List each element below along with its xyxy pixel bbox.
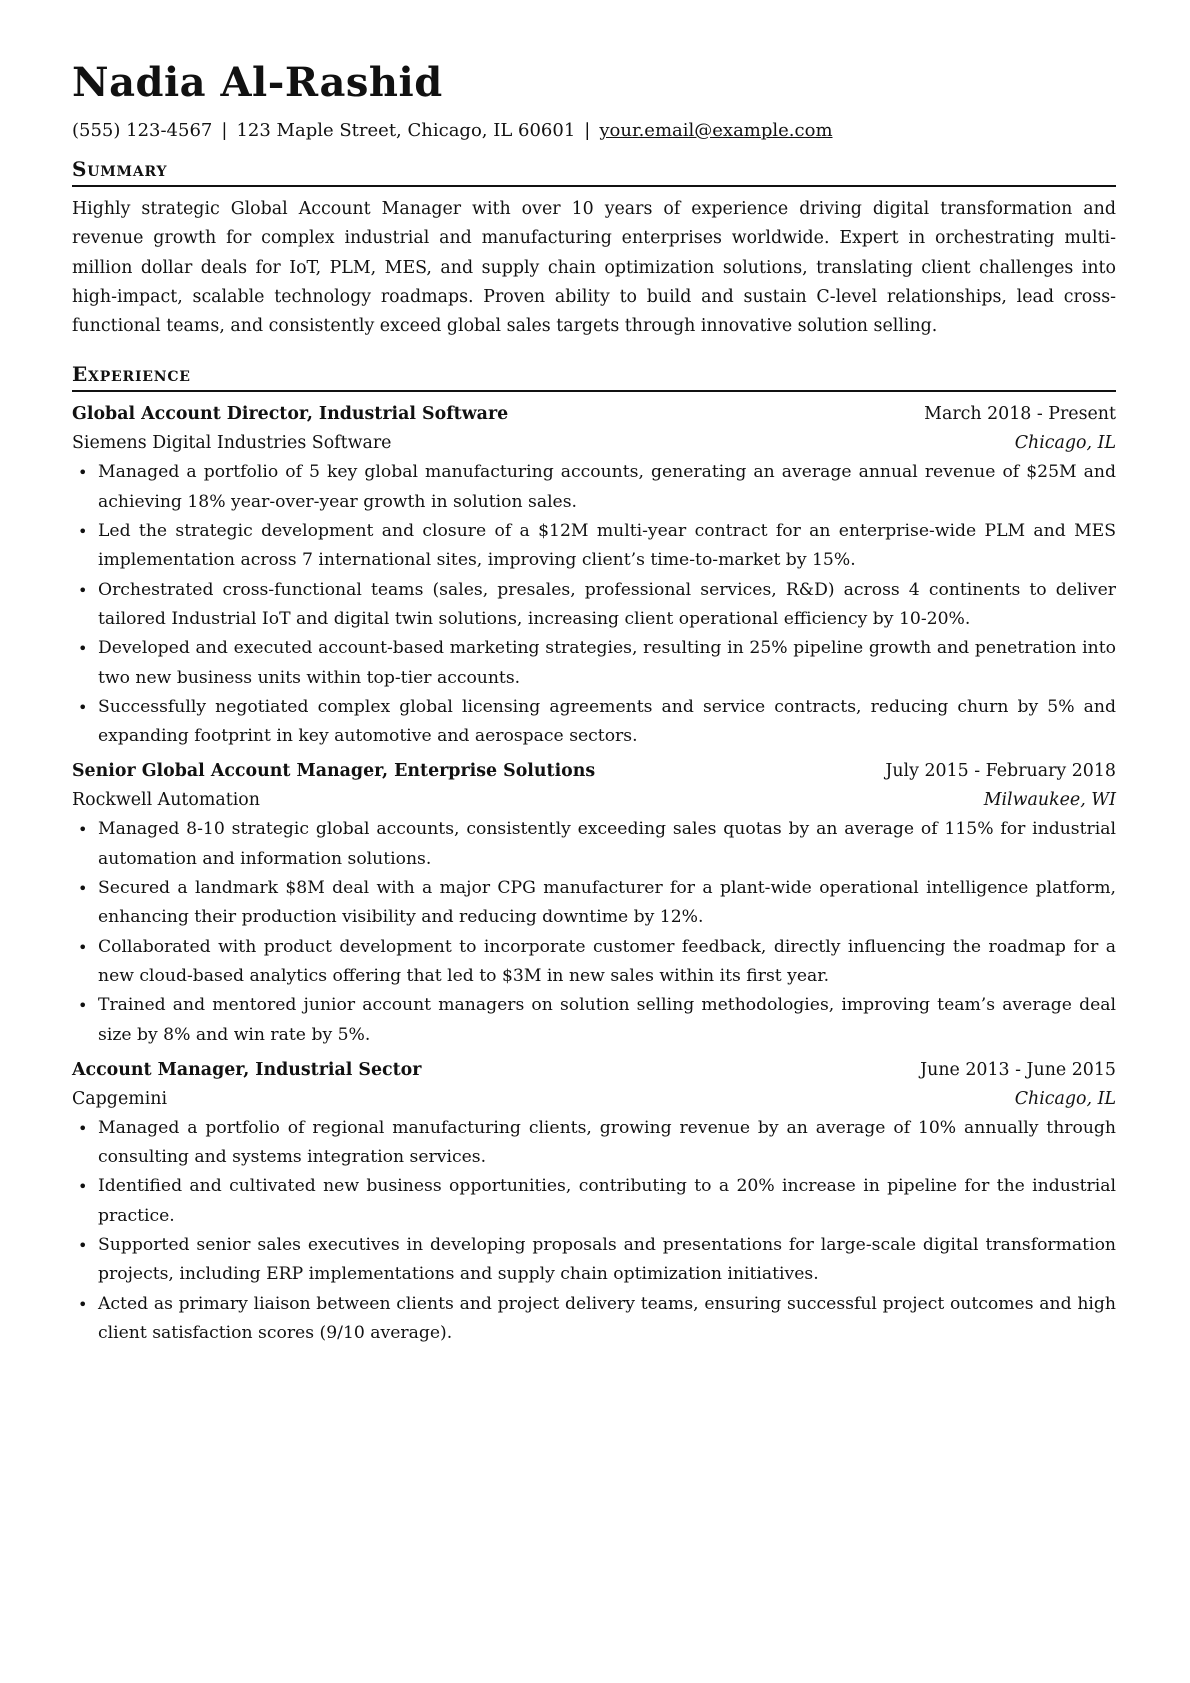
bullet-item: • Collaborated with product development to incorporate customer feedback, directly influencing the roadmap for a new cloud-based analytics offering that led to $3M in new sales within its first year. <box>72 933 1116 992</box>
job-title-row <box>72 757 1116 786</box>
bullet-item: • Managed 8-10 strategic global accounts, consistently exceeding sales quotas by an average of 115% for industrial automation and information solutions. <box>72 815 1116 874</box>
contact-separator: | <box>221 120 228 141</box>
experience-section <box>72 361 1116 1348</box>
bullet-item: • Led the strategic development and closure of a $12M multi-year contract for an enterprise-wide PLM and MES implementation across 7 international sites, improving client’s time-to-market by 15%. <box>72 517 1116 576</box>
bullet-item: • Managed a portfolio of 5 key global manufacturing accounts, generating an average annual revenue of $25M and achieving 18% year-over-year growth in solution sales. <box>72 458 1116 517</box>
job-company: Siemens Digital Industries Software <box>72 433 392 454</box>
contact-line <box>72 118 1116 144</box>
job-title-row <box>72 1056 1116 1085</box>
bullet-item: • Trained and mentored junior account managers on solution selling methodologies, improving team’s average deal size by 8% and win rate by 5%. <box>72 991 1116 1050</box>
job-bullets <box>72 815 1116 1049</box>
job-title: Global Account Director, Industrial Software <box>72 404 509 425</box>
bullet-item: • Supported senior sales executives in developing proposals and presentations for large-scale digital transformation projects, including ERP implementations and supply chain optimization initiatives. <box>72 1231 1116 1290</box>
job-company-row <box>72 429 1116 458</box>
job-dates: March 2018 - Present <box>924 404 1116 425</box>
resume-content <box>72 58 1116 1348</box>
job-entry <box>72 757 1116 1049</box>
job-bullets <box>72 1114 1116 1348</box>
resume-header <box>72 58 1116 144</box>
candidate-name: Nadia Al-Rashid <box>72 59 443 106</box>
job-company: Rockwell Automation <box>72 790 260 811</box>
experience-list <box>72 400 1116 1348</box>
job-title-row <box>72 400 1116 429</box>
job-location: Chicago, IL <box>1014 1088 1116 1109</box>
job-title: Account Manager, Industrial Sector <box>72 1059 422 1080</box>
bullet-item: • Secured a landmark $8M deal with a major CPG manufacturer for a plant-wide operational intelligence platform, enhancing their production visibility and reducing downtime by 12%. <box>72 874 1116 933</box>
bullet-item: • Acted as primary liaison between clients and project delivery teams, ensuring successful project outcomes and high client satisfaction scores (9/10 average). <box>72 1290 1116 1349</box>
bullet-item: • Developed and executed account-based marketing strategies, resulting in 25% pipeline growth and penetration into two new business units within top-tier accounts. <box>72 634 1116 693</box>
bullet-item: • Identified and cultivated new business opportunities, contributing to a 20% increase in pipeline for the industrial practice. <box>72 1172 1116 1231</box>
job-company: Capgemini <box>72 1088 168 1109</box>
job-company-row <box>72 1085 1116 1114</box>
job-title: Senior Global Account Manager, Enterprise Solutions <box>72 761 596 782</box>
job-location: Milwaukee, WI <box>983 790 1116 811</box>
contact-separator: | <box>584 120 591 141</box>
job-entry <box>72 400 1116 751</box>
job-dates: June 2013 - June 2015 <box>920 1059 1116 1080</box>
job-entry <box>72 1056 1116 1348</box>
summary-heading: Summary <box>72 156 1116 187</box>
job-bullets <box>72 458 1116 751</box>
job-dates: July 2015 - February 2018 <box>885 761 1116 782</box>
job-location: Chicago, IL <box>1014 433 1116 454</box>
phone-number: (555) 123-4567 <box>72 120 213 141</box>
bullet-item: • Orchestrated cross-functional teams (sales, presales, professional services, R&D) across 4 continents to deliver tailored Industrial IoT and digital twin solutions, increasing client operational efficiency by 10-20%. <box>72 576 1116 635</box>
experience-heading: Experience <box>72 361 1116 392</box>
summary-text: Highly strategic Global Account Manager with over 10 years of experience driving digital transformation and revenue growth for complex industrial and manufacturing enterprises worldwide. Expert in orchestrating multi-million dollar deals for IoT, PLM, MES, and supply chain optimization solutions, translating client challenges into high-impact, scalable technology roadmaps. Proven ability to build and sustain C-level relationships, lead cross-functional teams, and consistently exceed global sales targets through innovative solution selling. <box>72 199 1116 337</box>
job-company-row <box>72 786 1116 815</box>
email-link[interactable]: your.email@example.com <box>599 120 833 141</box>
summary-section <box>72 156 1116 341</box>
bullet-item: • Successfully negotiated complex global licensing agreements and service contracts, reducing churn by 5% and expanding footprint in key automotive and aerospace sectors. <box>72 693 1116 752</box>
bullet-item: • Managed a portfolio of regional manufacturing clients, growing revenue by an average of 10% annually through consulting and systems integration services. <box>72 1114 1116 1173</box>
street-address: 123 Maple Street, Chicago, IL 60601 <box>236 120 576 141</box>
